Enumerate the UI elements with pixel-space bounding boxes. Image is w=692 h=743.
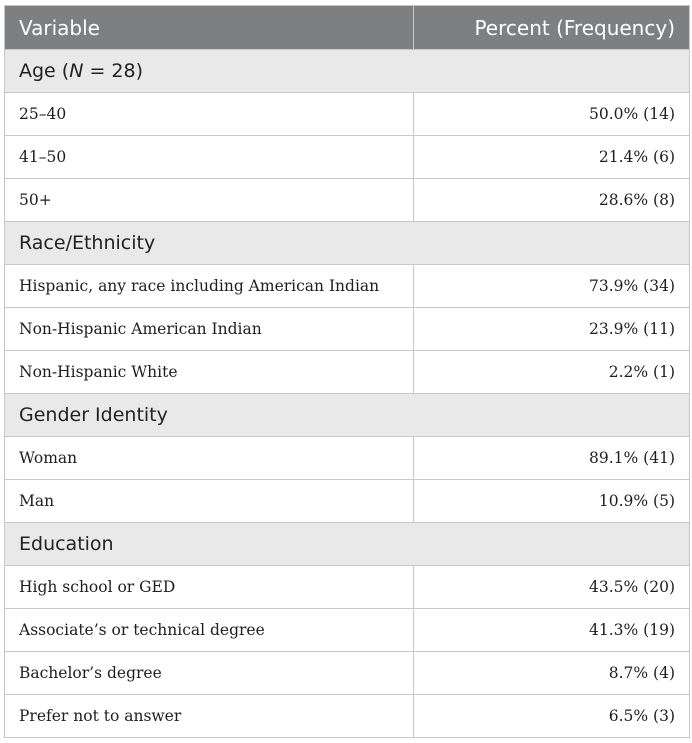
row-value: 23.9% (11) xyxy=(414,308,690,351)
row-value: 21.4% (6) xyxy=(414,136,690,179)
table-row xyxy=(5,265,690,308)
header-variable: Variable xyxy=(5,6,414,50)
table-row xyxy=(5,179,690,222)
table-row xyxy=(5,437,690,480)
section-education-label: Education xyxy=(5,523,690,566)
section-age xyxy=(5,50,690,93)
row-label: Bachelor’s degree xyxy=(5,652,414,695)
row-label: Associate’s or technical degree xyxy=(5,609,414,652)
section-gender xyxy=(5,394,690,437)
table-row xyxy=(5,566,690,609)
table-row xyxy=(5,480,690,523)
section-age-label: Age (N = 28) xyxy=(5,50,690,93)
table-row xyxy=(5,695,690,738)
row-value: 28.6% (8) xyxy=(414,179,690,222)
table-row xyxy=(5,652,690,695)
row-label: 41–50 xyxy=(5,136,414,179)
row-value: 6.5% (3) xyxy=(414,695,690,738)
row-label: Prefer not to answer xyxy=(5,695,414,738)
table-row xyxy=(5,93,690,136)
row-value: 2.2% (1) xyxy=(414,351,690,394)
row-label: Non-Hispanic American Indian xyxy=(5,308,414,351)
section-race-label: Race/Ethnicity xyxy=(5,222,690,265)
row-label: Non-Hispanic White xyxy=(5,351,414,394)
row-label: 25–40 xyxy=(5,93,414,136)
table-row xyxy=(5,609,690,652)
row-label: 50+ xyxy=(5,179,414,222)
row-value: 8.7% (4) xyxy=(414,652,690,695)
header-row xyxy=(5,6,690,50)
row-value: 50.0% (14) xyxy=(414,93,690,136)
row-label: Man xyxy=(5,480,414,523)
row-label: Woman xyxy=(5,437,414,480)
demographics-table xyxy=(4,5,690,738)
row-label: High school or GED xyxy=(5,566,414,609)
row-value: 41.3% (19) xyxy=(414,609,690,652)
table-row xyxy=(5,308,690,351)
row-value: 10.9% (5) xyxy=(414,480,690,523)
row-value: 73.9% (34) xyxy=(414,265,690,308)
section-race xyxy=(5,222,690,265)
table-row xyxy=(5,136,690,179)
table-row xyxy=(5,351,690,394)
section-education xyxy=(5,523,690,566)
header-percent: Percent (Frequency) xyxy=(414,6,690,50)
row-label: Hispanic, any race including American Indian xyxy=(5,265,414,308)
row-value: 89.1% (41) xyxy=(414,437,690,480)
row-value: 43.5% (20) xyxy=(414,566,690,609)
section-gender-label: Gender Identity xyxy=(5,394,690,437)
